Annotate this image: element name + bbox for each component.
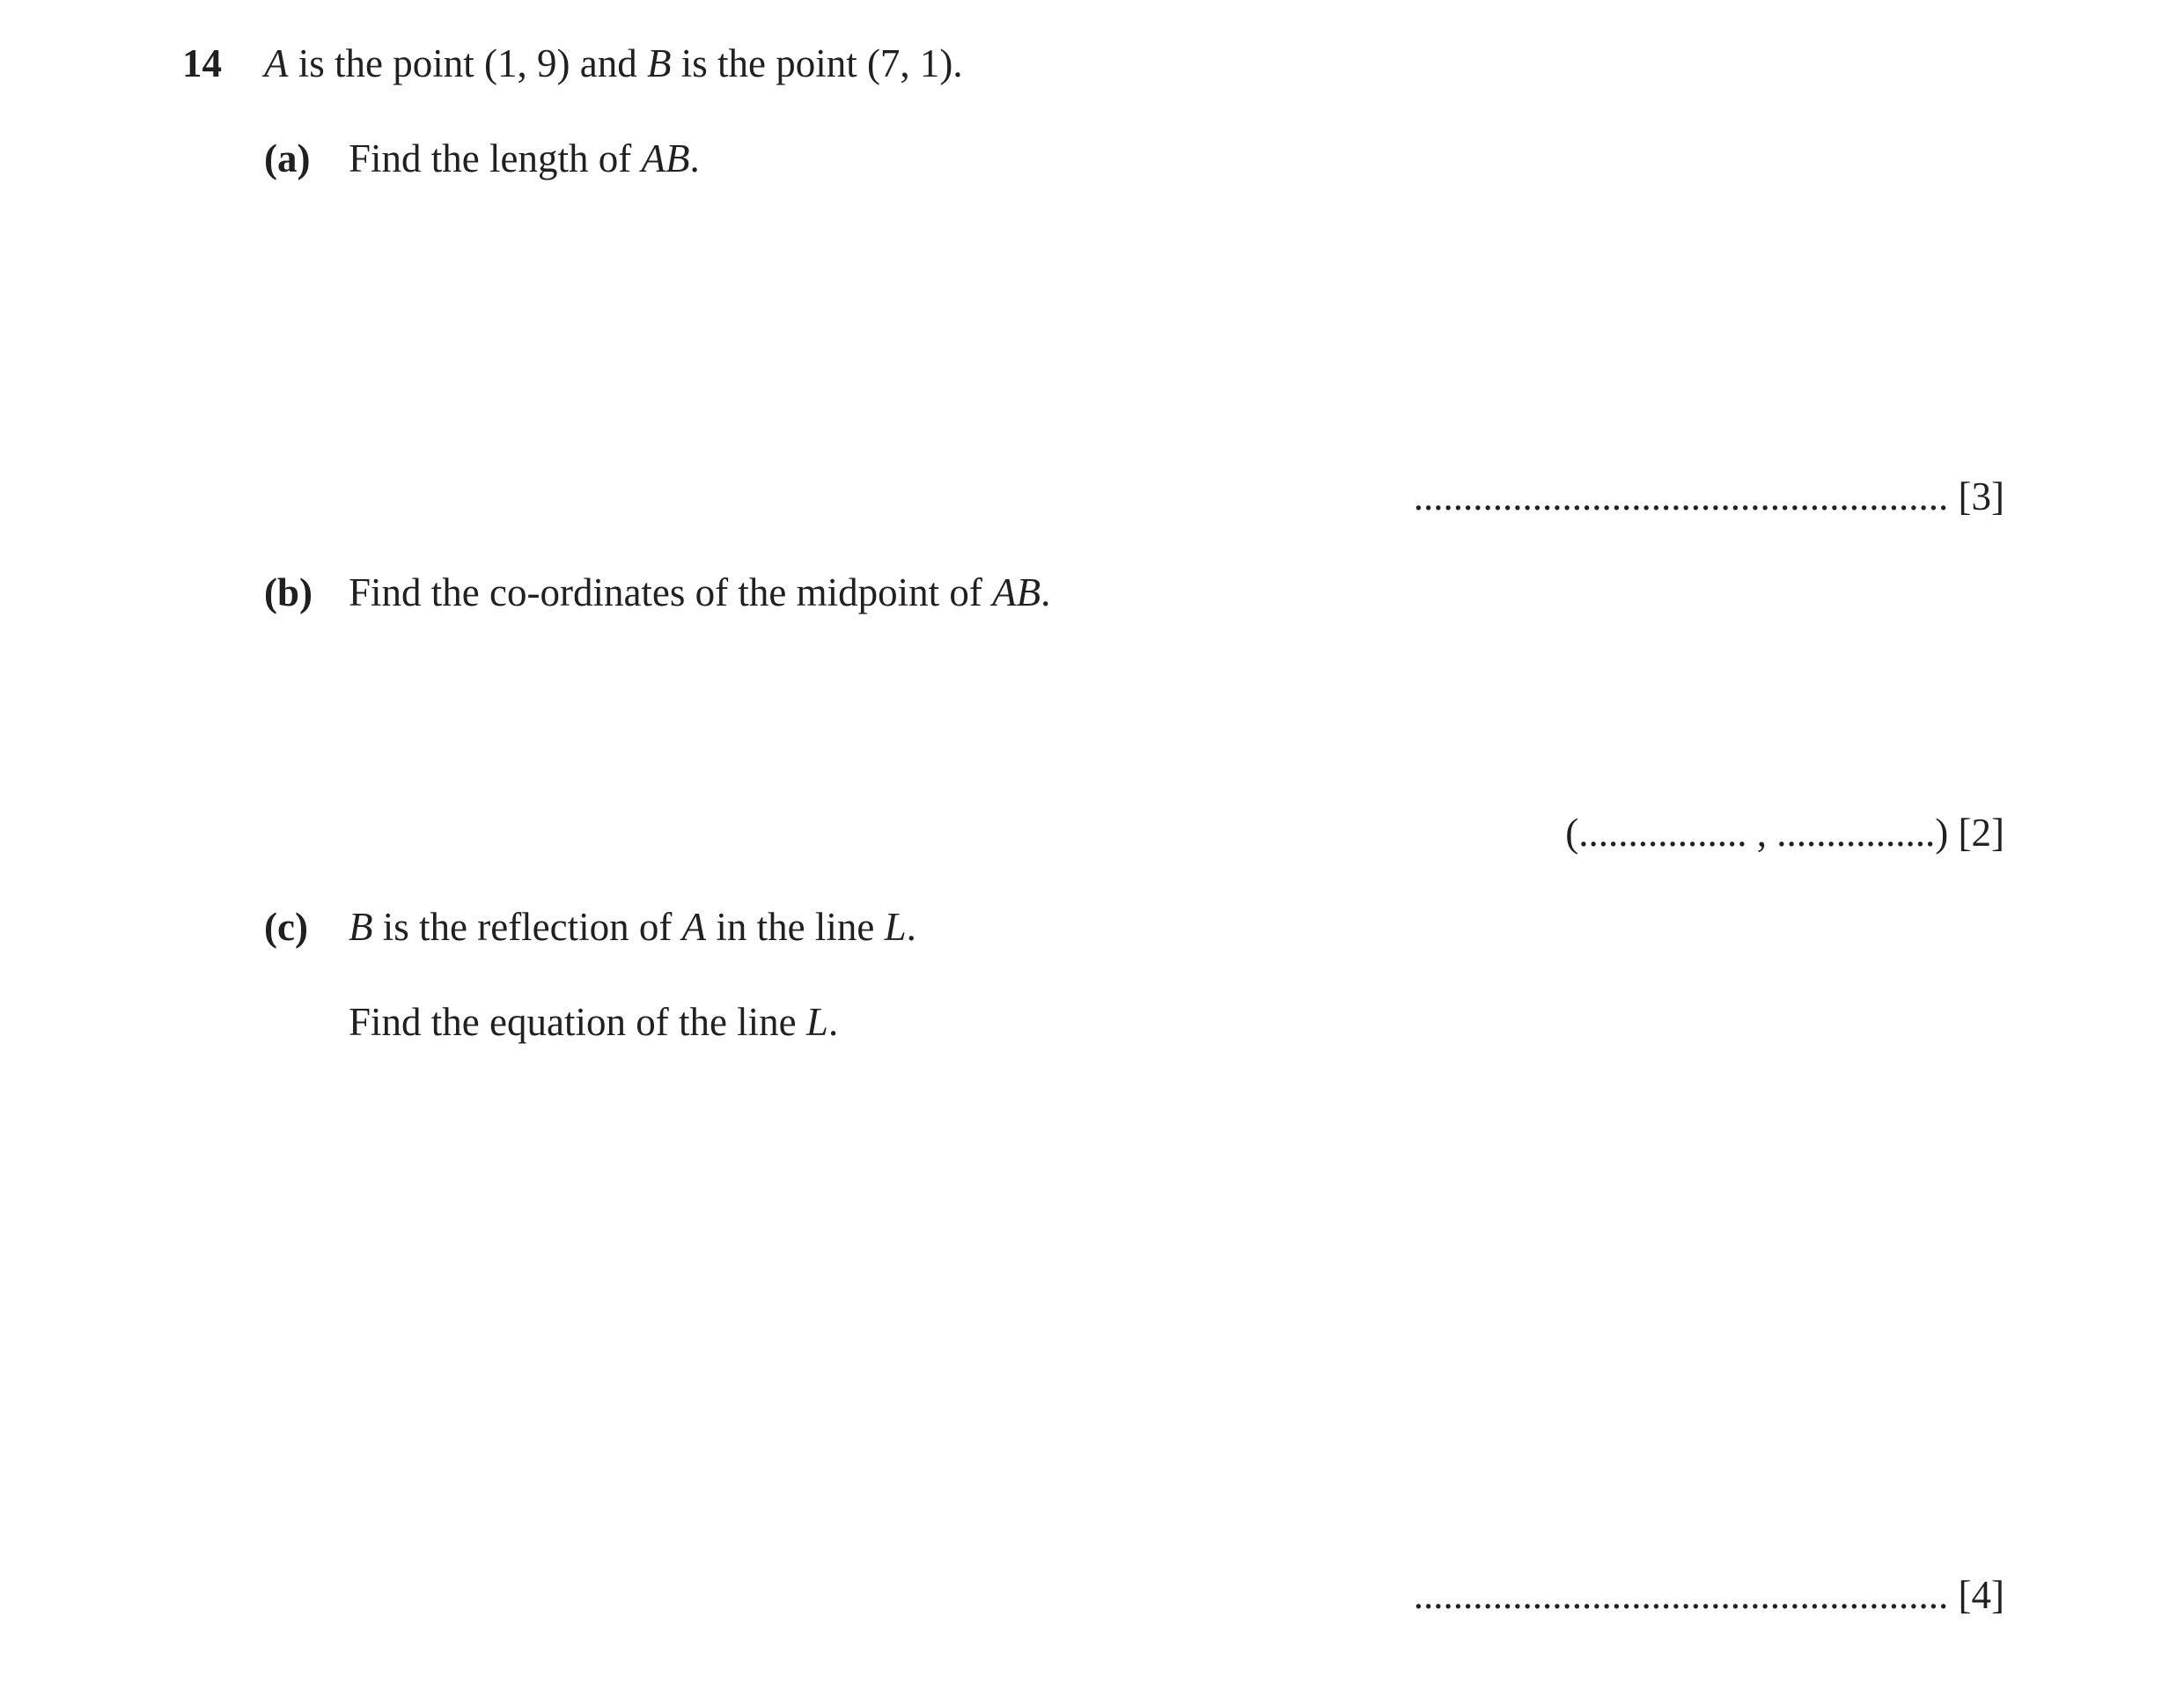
part-a-text bbox=[349, 136, 700, 180]
part-b-text bbox=[349, 570, 1051, 614]
part-b-answer-close: ) bbox=[1935, 811, 1949, 855]
part-b-answer-open: ( bbox=[1565, 811, 1579, 855]
part-c-var-l: L bbox=[884, 905, 907, 949]
part-c-var-l-2: L bbox=[805, 1000, 828, 1044]
part-b-answer-x-dots[interactable]: ................. bbox=[1578, 811, 1747, 855]
part-b-answer-y-dots[interactable]: ................ bbox=[1776, 811, 1936, 855]
part-a-answer-line[interactable] bbox=[1413, 474, 2004, 518]
part-a-prompt: Find the length of bbox=[349, 136, 642, 180]
part-c-text-2: in the line bbox=[706, 905, 885, 949]
part-c-label: (c) bbox=[264, 905, 308, 949]
part-b-label: (b) bbox=[264, 570, 313, 614]
part-a-marks: [3] bbox=[1958, 474, 2004, 518]
part-b-var: AB bbox=[992, 570, 1041, 614]
part-b-answer-line[interactable] bbox=[1565, 813, 2004, 853]
point-b-var: B bbox=[646, 41, 672, 85]
part-a-label: (a) bbox=[264, 136, 311, 180]
part-a-end: . bbox=[689, 136, 700, 180]
question-number: 14 bbox=[182, 41, 222, 85]
part-c-answer-dots: ...................................................... bbox=[1413, 1573, 1949, 1617]
part-c-var-a: A bbox=[681, 905, 707, 949]
stem-text-2: is the point (7, 1). bbox=[671, 41, 963, 85]
part-a-answer-dots: ...................................................... bbox=[1413, 474, 1949, 518]
part-c-answer-line[interactable] bbox=[1413, 1573, 2004, 1617]
stem-text-1: is the point (1, 9) and bbox=[288, 41, 647, 85]
part-b-end: . bbox=[1041, 570, 1051, 614]
part-c-line-2 bbox=[349, 1000, 839, 1044]
part-a-var: AB bbox=[641, 136, 690, 180]
point-a-var: A bbox=[264, 41, 289, 85]
part-b-marks: [2] bbox=[1958, 811, 2004, 855]
part-b-prompt: Find the co-ordinates of the midpoint of bbox=[349, 570, 993, 614]
part-c-prompt: Find the equation of the line bbox=[349, 1000, 806, 1044]
part-c-end-1: . bbox=[906, 905, 916, 949]
part-c-text-1: is the reflection of bbox=[372, 905, 682, 949]
part-c-line-1 bbox=[349, 905, 916, 949]
part-b-answer-sep: , bbox=[1746, 811, 1777, 855]
part-c-marks: [4] bbox=[1958, 1573, 2004, 1617]
question-stem bbox=[264, 41, 963, 85]
part-c-end-2: . bbox=[827, 1000, 839, 1044]
part-c-var-b: B bbox=[349, 905, 373, 949]
